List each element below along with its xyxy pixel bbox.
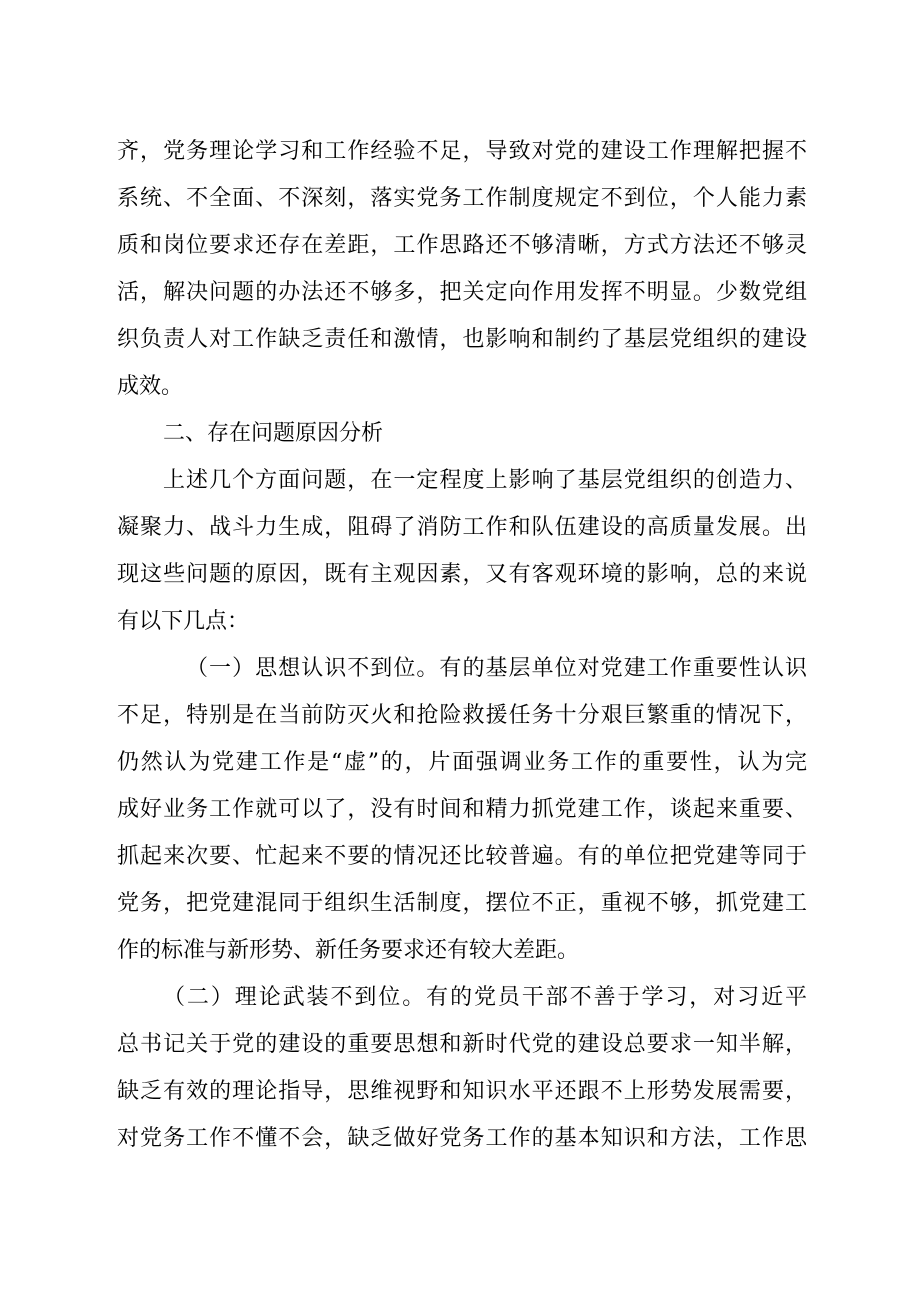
paragraph-line: 不足，特别是在当前防灭火和抢险救援任务十分艰巨繁重的情况下，	[117, 703, 807, 728]
section-heading: 二、存在问题原因分析	[163, 421, 384, 446]
subsection-heading-line: （一）思想认识不到位。有的基层单位对党建工作重要性认识	[186, 656, 807, 681]
paragraph-line: 上述几个方面问题，在一定程度上影响了基层党组织的创造力、	[163, 468, 807, 493]
document-body	[117, 137, 807, 1171]
paragraph-line: 作的标准与新形势、新任务要求还有较大差距。	[117, 938, 580, 963]
paragraph-line: 齐，党务理论学习和工作经验不足，导致对党的建设工作理解把握不	[117, 139, 807, 164]
paragraph-line: 活，解决问题的办法还不够多，把关定向作用发挥不明显。少数党组	[117, 280, 807, 305]
paragraph-line: 系统、不全面、不深刻，落实党务工作制度规定不到位，个人能力素	[117, 186, 807, 211]
paragraph-line: 缺乏有效的理论指导，思维视野和知识水平还跟不上形势发展需要，	[117, 1079, 807, 1104]
paragraph-line: 抓起来次要、忙起来不要的情况还比较普遍。有的单位把党建等同于	[117, 844, 807, 869]
paragraph-line: 质和岗位要求还存在差距，工作思路还不够清晰，方式方法还不够灵	[117, 233, 807, 258]
paragraph-line: 凝聚力、战斗力生成，阻碍了消防工作和队伍建设的高质量发展。出	[117, 515, 807, 540]
paragraph-line: 总书记关于党的建设的重要思想和新时代党的建设总要求一知半解，	[117, 1032, 807, 1057]
paragraph-line: 对党务工作不懂不会，缺乏做好党务工作的基本知识和方法，工作思	[117, 1126, 807, 1151]
paragraph-line: 有以下几点：	[117, 609, 250, 634]
paragraph-line: 成好业务工作就可以了，没有时间和精力抓党建工作，谈起来重要、	[117, 797, 807, 822]
paragraph-line: 仍然认为党建工作是“虚”的，片面强调业务工作的重要性，认为完	[117, 750, 807, 775]
paragraph-line: 成效。	[117, 374, 184, 399]
paragraph-line: 织负责人对工作缺乏责任和激情，也影响和制约了基层党组织的建设	[117, 327, 807, 352]
paragraph-line: 党务，把党建混同于组织生活制度，摆位不正，重视不够，抓党建工	[117, 891, 807, 916]
subsection-heading-line: （二）理论武装不到位。有的党员干部不善于学习，对习近平	[163, 985, 807, 1010]
paragraph-line: 现这些问题的原因，既有主观因素，又有客观环境的影响，总的来说	[117, 562, 807, 587]
